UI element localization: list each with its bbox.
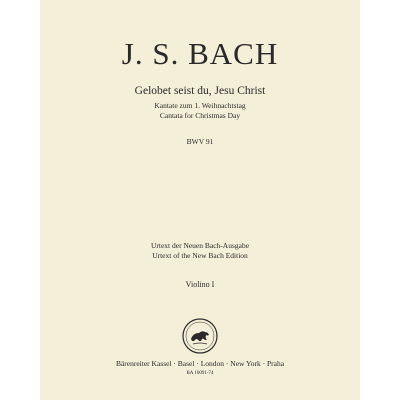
catalog-number: BA 10091-74 xyxy=(186,371,214,376)
subtitle-english: Cantata for Christmas Day xyxy=(159,111,241,120)
work-title: Gelobet seist du, Jesu Christ xyxy=(134,85,266,97)
subtitle-german: Kantate zum 1. Weihnachtstag xyxy=(154,101,246,110)
bwv-number: BWV 91 xyxy=(186,137,214,146)
work-subtitle xyxy=(40,101,360,121)
composer-name: J. S. BACH xyxy=(121,36,279,71)
score-cover xyxy=(40,0,360,400)
urtext-english: Urtext of the New Bach Edition xyxy=(152,251,248,260)
urtext-german: Urtext der Neuen Bach-Ausgabe xyxy=(150,241,250,250)
baerenreiter-bear-logo-icon xyxy=(180,316,220,356)
urtext-note xyxy=(40,241,360,261)
part-name: Violino I xyxy=(185,280,215,289)
publisher-line: Bärenreiter Kassel · Basel · London · New York · Praha xyxy=(115,359,285,368)
